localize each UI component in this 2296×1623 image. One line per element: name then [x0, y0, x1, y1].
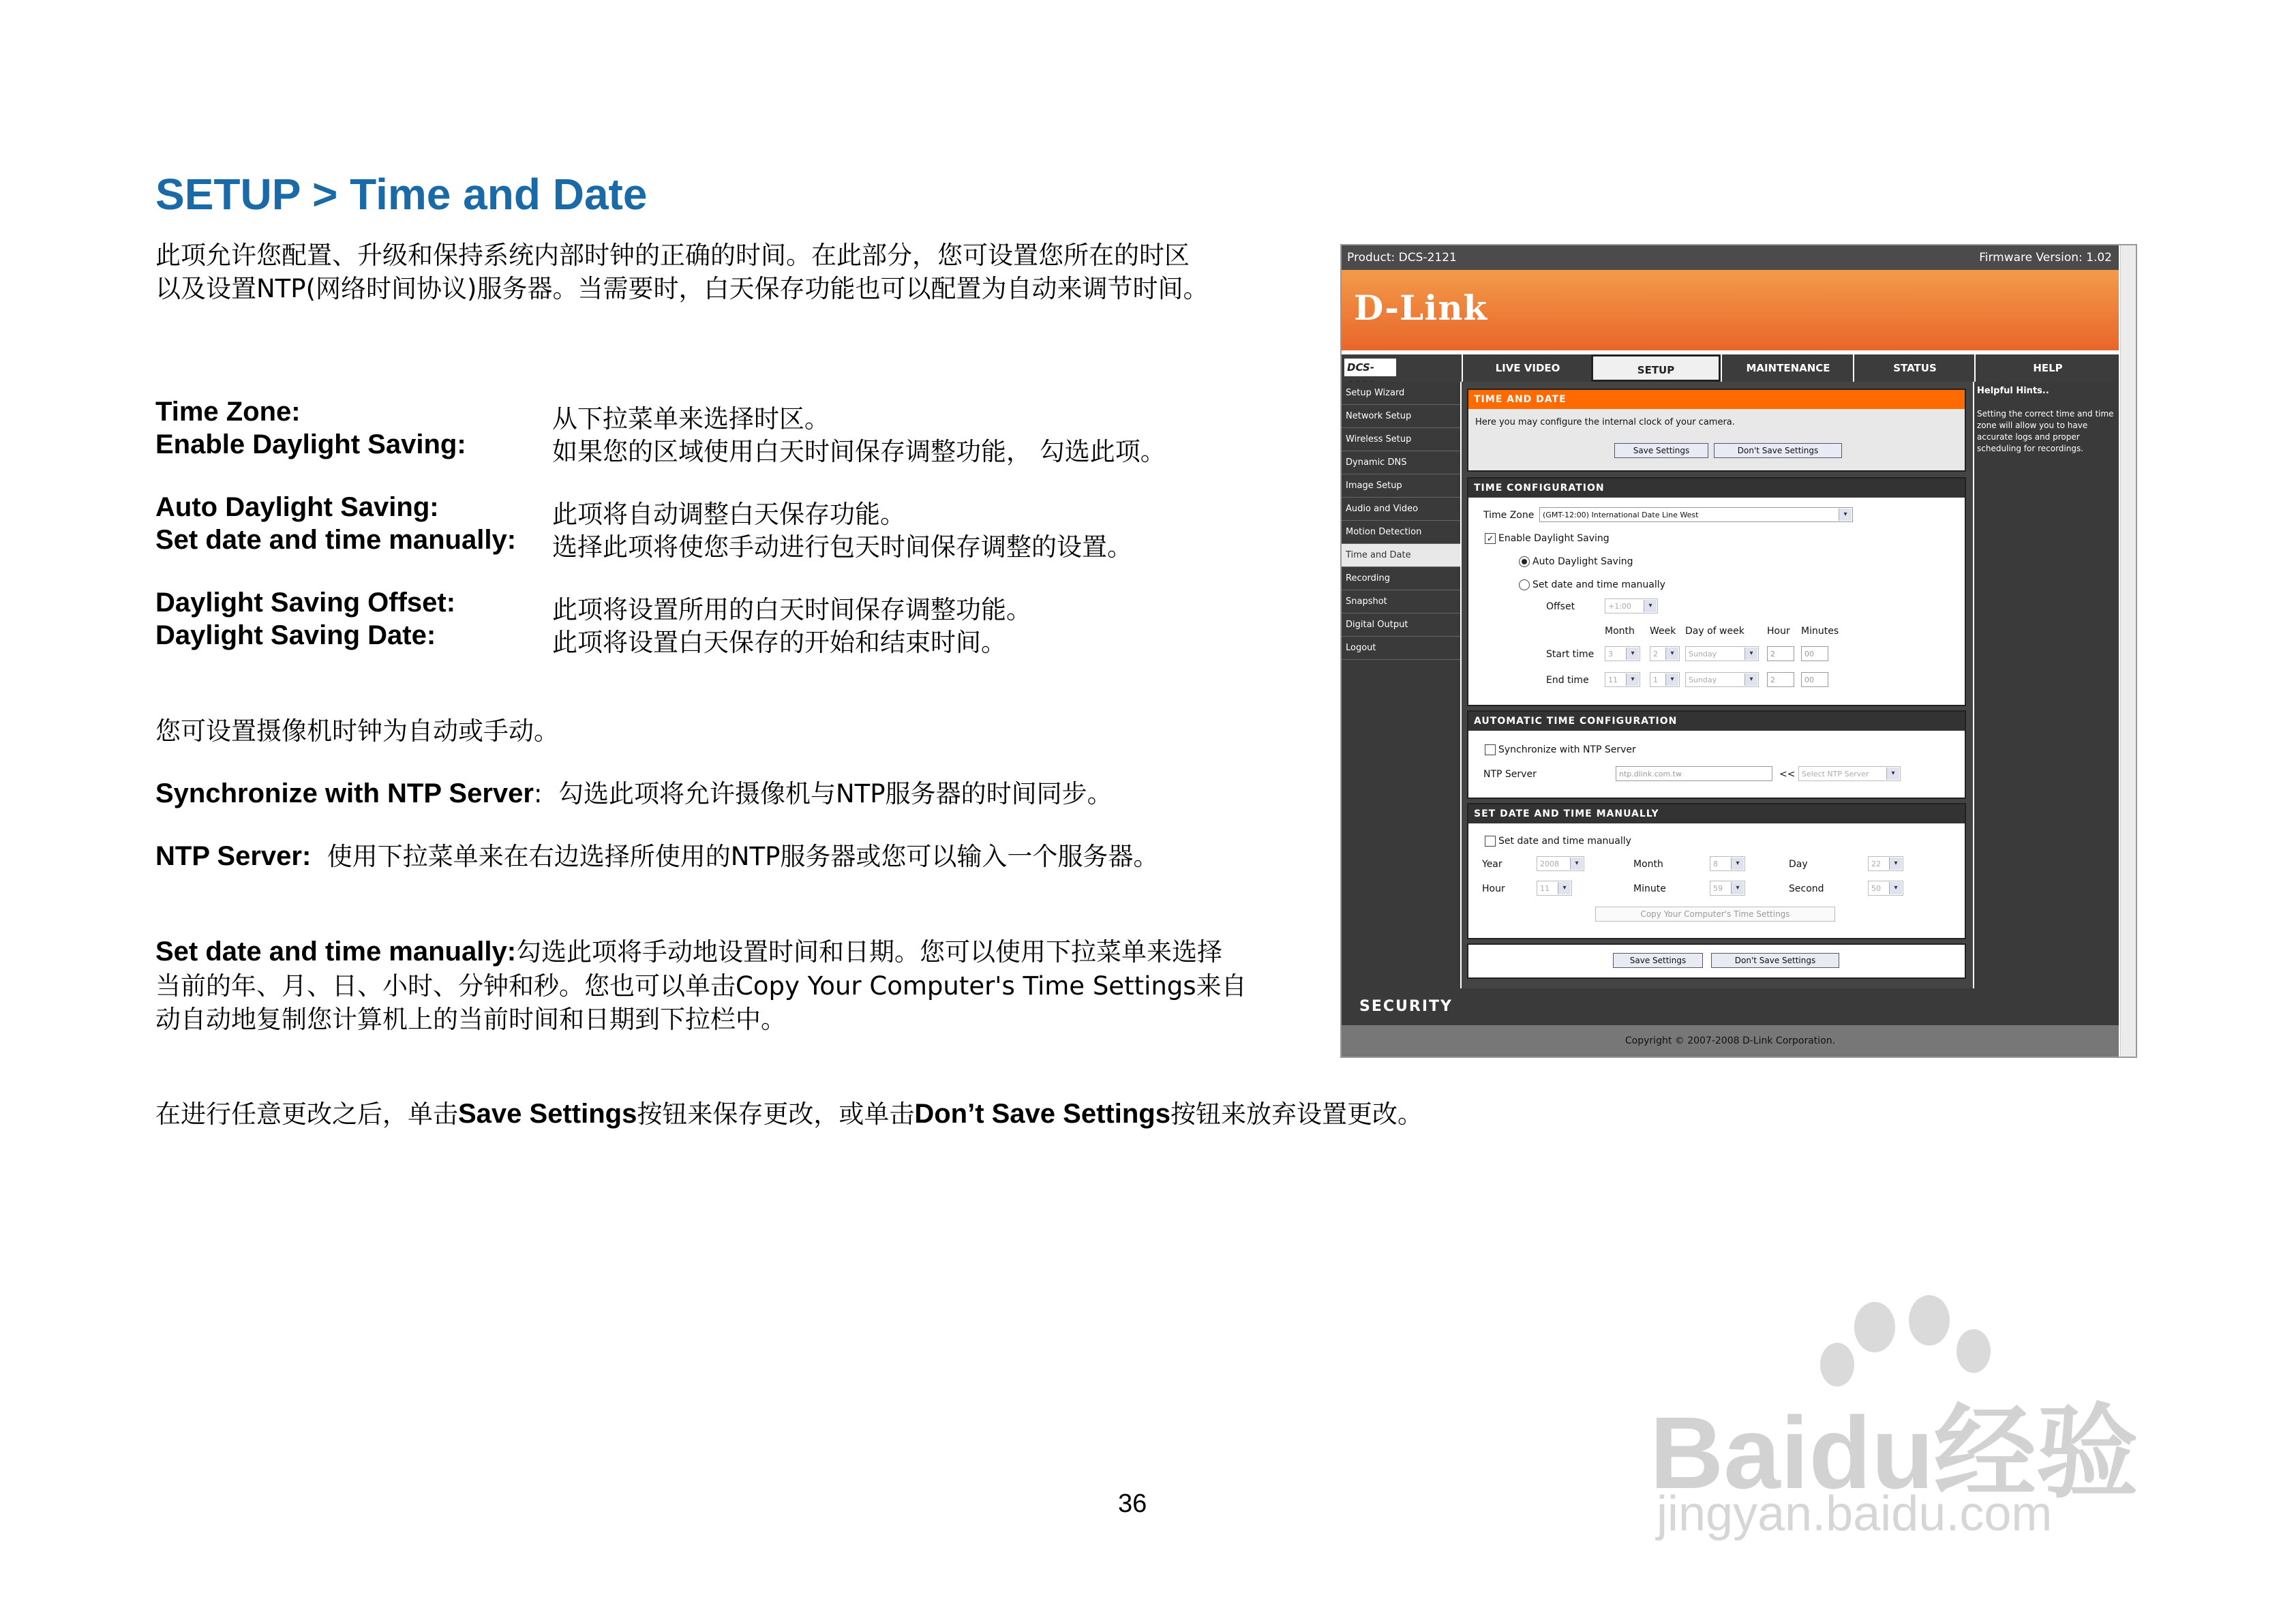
- ntp-server-label: NTP Server: [1483, 769, 1537, 780]
- second-select[interactable]: [1868, 881, 1903, 896]
- minute-value: 59: [1713, 884, 1723, 893]
- def-auto-dst: [155, 492, 1280, 529]
- ntp-sync-sep: :: [533, 779, 543, 808]
- start-time-label: Start time: [1546, 649, 1595, 660]
- bottom-dont-save-button[interactable]: Don't Save Settings: [1711, 953, 1839, 968]
- offset-select[interactable]: [1605, 598, 1658, 613]
- time-date-panel: [1467, 389, 1966, 472]
- chevron-down-icon: ▾: [1744, 648, 1757, 660]
- sidebar-item-image-setup[interactable]: Image Setup: [1342, 474, 1460, 498]
- sidebar-item-digital-output[interactable]: Digital Output: [1342, 613, 1460, 637]
- scrollbar[interactable]: [2120, 245, 2136, 1057]
- ntp-server-select[interactable]: [1798, 766, 1901, 781]
- paw-icon: [1957, 1329, 1991, 1373]
- end-hour-input[interactable]: 2: [1767, 672, 1794, 687]
- col-month: Month: [1605, 626, 1635, 637]
- ntp-sync-para: [155, 777, 1113, 810]
- start-week-value: 2: [1653, 650, 1658, 658]
- year-select[interactable]: [1537, 856, 1584, 871]
- def-set-manually: [155, 525, 1280, 562]
- paw-icon: [1854, 1302, 1895, 1352]
- timezone-value: (GMT-12:00) International Date Line West: [1543, 511, 1699, 519]
- second-value: 50: [1871, 884, 1881, 893]
- def-time-zone: [155, 397, 1280, 434]
- setup-sidebar: [1342, 382, 1460, 988]
- end-dow-select[interactable]: [1685, 672, 1759, 687]
- time-date-desc: Here you may configure the internal clock of your camera.: [1475, 417, 1735, 427]
- offset-label: Offset: [1546, 601, 1575, 612]
- helpful-hints: [1974, 382, 2119, 988]
- baidu-watermark: [1650, 1302, 2195, 1547]
- def-text: 此项将设置所用的白天时间保存调整功能。: [552, 595, 1031, 624]
- chevron-down-icon: ▾: [1644, 600, 1657, 612]
- start-minutes-input[interactable]: 00: [1801, 646, 1828, 661]
- chevron-down-icon: ▾: [1626, 648, 1639, 660]
- def-label: Enable Daylight Saving:: [155, 429, 466, 459]
- enable-dst-checkbox[interactable]: ✓: [1485, 533, 1496, 544]
- watermark-brand-1: Bai: [1650, 1395, 1809, 1510]
- chevron-down-icon: ▾: [1889, 858, 1902, 870]
- setup-content: [1462, 382, 1973, 988]
- firmware-label: Firmware Version: 1.02: [1979, 251, 2112, 264]
- manual-time-label: Set date and time manually: [1498, 836, 1631, 847]
- ntp-sync-label: Synchronize with NTP Server: [155, 778, 534, 808]
- month-label: Month: [1633, 859, 1663, 870]
- footer-save: Save Settings: [458, 1099, 637, 1129]
- end-week-value: 1: [1653, 676, 1658, 684]
- offset-value: +1:00: [1608, 602, 1631, 611]
- chevron-down-icon: ▾: [1889, 882, 1902, 894]
- auto-time-header: AUTOMATIC TIME CONFIGURATION: [1468, 712, 1965, 731]
- def-text: 选择此项将使您手动进行包天时间保存调整的设置。: [552, 532, 1132, 562]
- start-month-select[interactable]: [1605, 646, 1640, 661]
- chevron-down-icon: ▾: [1839, 509, 1852, 521]
- copy-arrows: <<: [1779, 769, 1796, 780]
- page-number: 36: [1118, 1489, 1147, 1518]
- manual-dst-label: Set date and time manually: [1532, 579, 1665, 590]
- tab-help[interactable]: HELP: [1974, 354, 2120, 382]
- camera-ui-screenshot: [1340, 244, 2137, 1058]
- def-label: Daylight Saving Offset:: [155, 588, 456, 618]
- def-dst-date: [155, 620, 1280, 657]
- year-value: 2008: [1540, 860, 1559, 868]
- hour-select[interactable]: [1537, 881, 1572, 896]
- auto-time-panel: [1467, 710, 1966, 799]
- end-time-label: End time: [1546, 675, 1589, 686]
- day-value: 22: [1871, 860, 1881, 868]
- end-month-select[interactable]: [1605, 672, 1640, 687]
- end-minutes-input[interactable]: 00: [1801, 672, 1828, 687]
- timezone-label: Time Zone: [1483, 510, 1535, 521]
- manual-line-3: 动自动地复制您计算机上的当前时间和日期到下拉栏中。: [155, 1005, 786, 1034]
- footer-b: 按钮来保存更改，或单击: [637, 1099, 915, 1129]
- enable-dst-label: Enable Daylight Saving: [1498, 533, 1610, 544]
- ntp-sync-text: 勾选此项将允许摄像机与NTP服务器的时间同步。: [558, 779, 1113, 808]
- paw-icon: [1909, 1295, 1950, 1346]
- def-text: 从下拉菜单来选择时区。: [552, 404, 830, 434]
- manual-time-header: SET DATE AND TIME MANUALLY: [1468, 804, 1965, 823]
- tab-maintenance[interactable]: MAINTENANCE: [1721, 354, 1854, 382]
- sync-ntp-checkbox[interactable]: [1485, 744, 1496, 755]
- footer-a: 在进行任意更改之后，单击: [155, 1099, 458, 1129]
- hour-label: Hour: [1482, 883, 1505, 894]
- sidebar-item-logout[interactable]: Logout: [1342, 637, 1460, 660]
- sidebar-item-motion-detection[interactable]: Motion Detection: [1342, 521, 1460, 544]
- def-text: 如果您的区域使用白天时间保存调整功能， 勾选此项。: [552, 437, 1166, 466]
- timezone-select[interactable]: [1539, 507, 1853, 522]
- start-dow-value: Sunday: [1689, 650, 1717, 658]
- chevron-down-icon: ▾: [1665, 673, 1678, 686]
- col-day-of-week: Day of week: [1685, 626, 1744, 637]
- sidebar-item-wireless-setup[interactable]: Wireless Setup: [1342, 428, 1460, 451]
- hints-text: Setting the correct time and time zone will allow you to have accurate logs and proper scheduling for recordings.: [1977, 409, 2114, 453]
- manual-label: Set date and time manually:: [155, 937, 517, 967]
- dont-save-settings-button[interactable]: Don't Save Settings: [1714, 443, 1842, 458]
- def-label: Set date and time manually:: [155, 525, 517, 555]
- intro-line-1: 此项允许您配置、升级和保持系统内部时钟的正确的时间。在此部分，您可设置您所在的时区: [155, 241, 1190, 270]
- start-dow-select[interactable]: [1685, 646, 1759, 661]
- time-config-panel: [1467, 477, 1966, 706]
- tab-live-video[interactable]: LIVE VIDEO: [1462, 354, 1592, 382]
- sidebar-item-audio-video[interactable]: Audio and Video: [1342, 498, 1460, 521]
- def-text: 此项将自动调整白天保存功能。: [552, 500, 905, 529]
- chevron-down-icon: ▾: [1731, 858, 1744, 870]
- minute-label: Minute: [1633, 883, 1666, 894]
- manual-dst-radio[interactable]: [1519, 579, 1530, 590]
- chevron-down-icon: ▾: [1744, 673, 1757, 686]
- chevron-down-icon: ▾: [1626, 673, 1639, 686]
- day-label: Day: [1789, 859, 1808, 870]
- year-label: Year: [1482, 859, 1502, 870]
- copy-computer-time-button[interactable]: Copy Your Computer's Time Settings: [1595, 907, 1835, 922]
- watermark-brand-2: du: [1809, 1395, 1934, 1510]
- end-dow-value: Sunday: [1689, 676, 1717, 684]
- start-week-select[interactable]: [1650, 646, 1680, 661]
- manual-para-1: [155, 935, 1222, 969]
- sidebar-item-setup-wizard[interactable]: Setup Wizard: [1342, 382, 1460, 405]
- watermark-url: jingyan.baidu.com: [1657, 1487, 2053, 1541]
- manual-time-checkbox[interactable]: [1485, 836, 1496, 847]
- page-title: SETUP > Time and Date: [155, 170, 648, 219]
- col-hour: Hour: [1767, 626, 1790, 637]
- bottom-save-button[interactable]: Save Settings: [1613, 953, 1703, 968]
- chevron-down-icon: ▾: [1570, 858, 1583, 870]
- ntp-server-label: NTP Server:: [155, 841, 312, 871]
- second-label: Second: [1789, 883, 1824, 894]
- col-week: Week: [1650, 626, 1676, 637]
- start-month-value: 3: [1608, 650, 1613, 658]
- intro-line-2: 以及设置NTP(网络时间协议)服务器。当需要时，白天保存功能也可以配置为自动来调节时间。: [155, 274, 1209, 303]
- day-select[interactable]: [1868, 856, 1903, 871]
- sidebar-item-snapshot[interactable]: Snapshot: [1342, 590, 1460, 613]
- bottom-save-panel: [1467, 943, 1966, 979]
- def-dst-offset: [155, 588, 1280, 622]
- model-badge: DCS-: [1344, 359, 1396, 376]
- auto-dst-radio[interactable]: [1519, 556, 1530, 567]
- watermark-suffix: 经验: [1933, 1395, 2139, 1510]
- top-nav: [1342, 354, 2119, 382]
- minute-select[interactable]: [1710, 881, 1745, 896]
- product-label: Product: DCS-2121: [1347, 251, 1457, 264]
- copyright: Copyright © 2007-2008 D-Link Corporation.: [1342, 1025, 2119, 1057]
- manual-line-2: 当前的年、月、日、小时、分钟和秒。您也可以单击Copy Your Computer's Time Settings来自: [155, 971, 1247, 1001]
- dlink-logo: D-Link: [1354, 288, 1488, 328]
- footer-note: [155, 1097, 1423, 1131]
- hints-title: Helpful Hints..: [1977, 386, 2049, 396]
- sidebar-item-network-setup[interactable]: Network Setup: [1342, 405, 1460, 428]
- tab-status[interactable]: STATUS: [1853, 354, 1976, 382]
- end-month-value: 11: [1608, 676, 1618, 684]
- time-config-header: TIME CONFIGURATION: [1468, 479, 1965, 498]
- footer-dont: Don’t Save Settings: [914, 1099, 1170, 1129]
- chevron-down-icon: ▾: [1886, 768, 1899, 780]
- month-select[interactable]: [1710, 856, 1745, 871]
- ntp-server-para: [155, 840, 1158, 873]
- ntp-server-text: 使用下拉菜单来在右边选择所使用的NTP服务器或您可以输入一个服务器。: [327, 842, 1159, 871]
- clock-note: 您可设置摄像机时钟为自动或手动。: [155, 716, 559, 746]
- chevron-down-icon: ▾: [1731, 882, 1744, 894]
- save-settings-button[interactable]: Save Settings: [1614, 443, 1708, 458]
- sidebar-item-time-date[interactable]: Time and Date: [1342, 544, 1460, 567]
- def-label: Time Zone:: [155, 397, 301, 427]
- col-minutes: Minutes: [1801, 626, 1839, 637]
- sidebar-item-dynamic-dns[interactable]: Dynamic DNS: [1342, 451, 1460, 474]
- chevron-down-icon: ▾: [1665, 648, 1678, 660]
- def-label: Daylight Saving Date:: [155, 620, 436, 650]
- end-week-select[interactable]: [1650, 672, 1680, 687]
- start-hour-input[interactable]: 2: [1767, 646, 1794, 661]
- security-footer: SECURITY: [1342, 988, 2119, 1025]
- auto-dst-label: Auto Daylight Saving: [1532, 556, 1633, 567]
- product-bar: [1342, 245, 2119, 270]
- brand-banner: [1342, 270, 2119, 350]
- time-date-header: TIME AND DATE: [1468, 390, 1965, 409]
- def-enable-dst: [155, 429, 1280, 464]
- sidebar-item-recording[interactable]: Recording: [1342, 567, 1460, 590]
- sync-ntp-label: Synchronize with NTP Server: [1498, 744, 1636, 755]
- def-label: Auto Daylight Saving:: [155, 492, 439, 522]
- chevron-down-icon: ▾: [1558, 882, 1571, 894]
- ntp-select-value: Select NTP Server: [1802, 770, 1869, 778]
- manual-time-panel: [1467, 803, 1966, 939]
- tab-setup[interactable]: SETUP: [1591, 354, 1721, 382]
- month-value: 8: [1713, 860, 1718, 868]
- manual-line-1: 勾选此项将手动地设置时间和日期。您可以使用下拉菜单来选择: [516, 937, 1223, 967]
- footer-c: 按钮来放弃设置更改。: [1170, 1099, 1423, 1129]
- ntp-server-input[interactable]: ntp.dlink.com.tw: [1616, 766, 1772, 781]
- hour-value: 11: [1540, 884, 1550, 893]
- def-text: 此项将设置白天保存的开始和结束时间。: [552, 628, 1006, 657]
